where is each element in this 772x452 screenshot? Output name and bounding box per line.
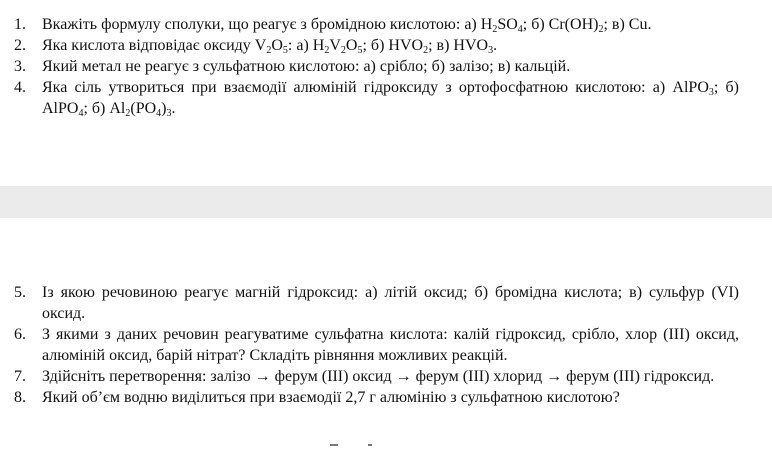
subscript: 2 bbox=[125, 108, 131, 119]
question-item bbox=[0, 282, 739, 324]
text-run: ; б) HVO bbox=[362, 37, 424, 54]
text-run: ; б) Cr(OH) bbox=[522, 16, 599, 33]
subscript: 5 bbox=[282, 45, 288, 56]
question-text bbox=[42, 16, 651, 33]
question-list-bottom bbox=[0, 282, 739, 408]
subscript: 2 bbox=[598, 24, 604, 35]
page-gap-band bbox=[0, 186, 772, 218]
text-run: Який об’єм водню виділиться при взаємодії 2,7 г алюмінію з сульфатною кислотою? bbox=[42, 389, 620, 406]
question-number: 2. bbox=[14, 37, 26, 54]
question-text bbox=[42, 79, 739, 117]
question-text bbox=[42, 389, 620, 406]
question-item bbox=[0, 77, 739, 119]
question-item bbox=[0, 366, 739, 387]
text-run: V bbox=[329, 37, 341, 54]
question-text bbox=[42, 368, 714, 385]
question-number: 3. bbox=[14, 58, 26, 75]
question-number: 8. bbox=[14, 389, 26, 406]
subscript: 2 bbox=[266, 45, 272, 56]
text-run: ; в) Cu. bbox=[603, 16, 652, 33]
subscript: 3 bbox=[488, 45, 494, 56]
text-run: Із якою речовиною реагує магній гідроксид: а) літій оксид; б) бромідна кислота; в) сульфур (VI) оксид. bbox=[42, 284, 739, 322]
subscript: 5 bbox=[357, 45, 363, 56]
stray-mark bbox=[368, 444, 372, 446]
question-item bbox=[0, 56, 739, 77]
page-top-section bbox=[0, 0, 772, 186]
text-run: . bbox=[171, 100, 176, 117]
question-number: 5. bbox=[14, 284, 26, 301]
subscript: 2 bbox=[423, 45, 429, 56]
question-number: 7. bbox=[14, 368, 26, 385]
text-run: Який метал не реагує з сульфатною кислотою: а) срібло; б) залізо; в) кальцій. bbox=[42, 58, 571, 75]
text-run: : а) H bbox=[287, 37, 325, 54]
text-run: SO bbox=[497, 16, 518, 33]
text-run: O bbox=[271, 37, 283, 54]
text-run: ; б) AlPO bbox=[42, 79, 739, 117]
question-text bbox=[42, 58, 570, 75]
question-text bbox=[42, 37, 497, 54]
question-number: 4. bbox=[14, 79, 26, 96]
subscript: 2 bbox=[340, 45, 346, 56]
subscript: 2 bbox=[324, 45, 330, 56]
question-text bbox=[42, 284, 739, 322]
stray-mark bbox=[330, 444, 338, 446]
subscript: 3 bbox=[166, 108, 172, 119]
question-number: 6. bbox=[14, 326, 26, 343]
text-run: Яка кислота відповідає оксиду V bbox=[42, 37, 267, 54]
question-list-top bbox=[0, 14, 739, 119]
subscript: 4 bbox=[156, 108, 162, 119]
text-run: ; в) HVO bbox=[428, 37, 489, 54]
subscript: 2 bbox=[492, 24, 498, 35]
subscript: 4 bbox=[517, 24, 523, 35]
text-run: Вкажіть формулу сполуки, що реагує з бромідною кислотою: а) H bbox=[42, 16, 493, 33]
question-number: 1. bbox=[14, 16, 26, 33]
text-run: З якими з даних речовин реагуватиме сульфатна кислота: калій гідроксид, срібло, хлор (III) оксид, алюміній оксид, барій нітрат? Складіть рівняння можливих реакцій. bbox=[42, 326, 739, 364]
text-run: (PO bbox=[130, 100, 157, 117]
page-bottom-section bbox=[0, 218, 772, 452]
question-item bbox=[0, 14, 739, 35]
text-run: Здійсніть перетворення: залізо → ферум (III) оксид → ферум (III) хлорид → ферум (III) гідроксид. bbox=[42, 368, 715, 385]
subscript: 3 bbox=[708, 87, 714, 98]
question-text bbox=[42, 326, 739, 364]
question-item bbox=[0, 324, 739, 366]
question-item bbox=[0, 35, 739, 56]
text-run: . bbox=[493, 37, 498, 54]
text-run: O bbox=[345, 37, 358, 54]
text-run: ) bbox=[161, 100, 167, 117]
subscript: 4 bbox=[78, 108, 84, 119]
question-item bbox=[0, 387, 739, 408]
text-run: ; б) Al bbox=[83, 100, 126, 117]
text-run: Яка сіль утвориться при взаємодії алюміній гідроксиду з ортофосфатною кислотою: а) AlPO bbox=[42, 79, 709, 96]
